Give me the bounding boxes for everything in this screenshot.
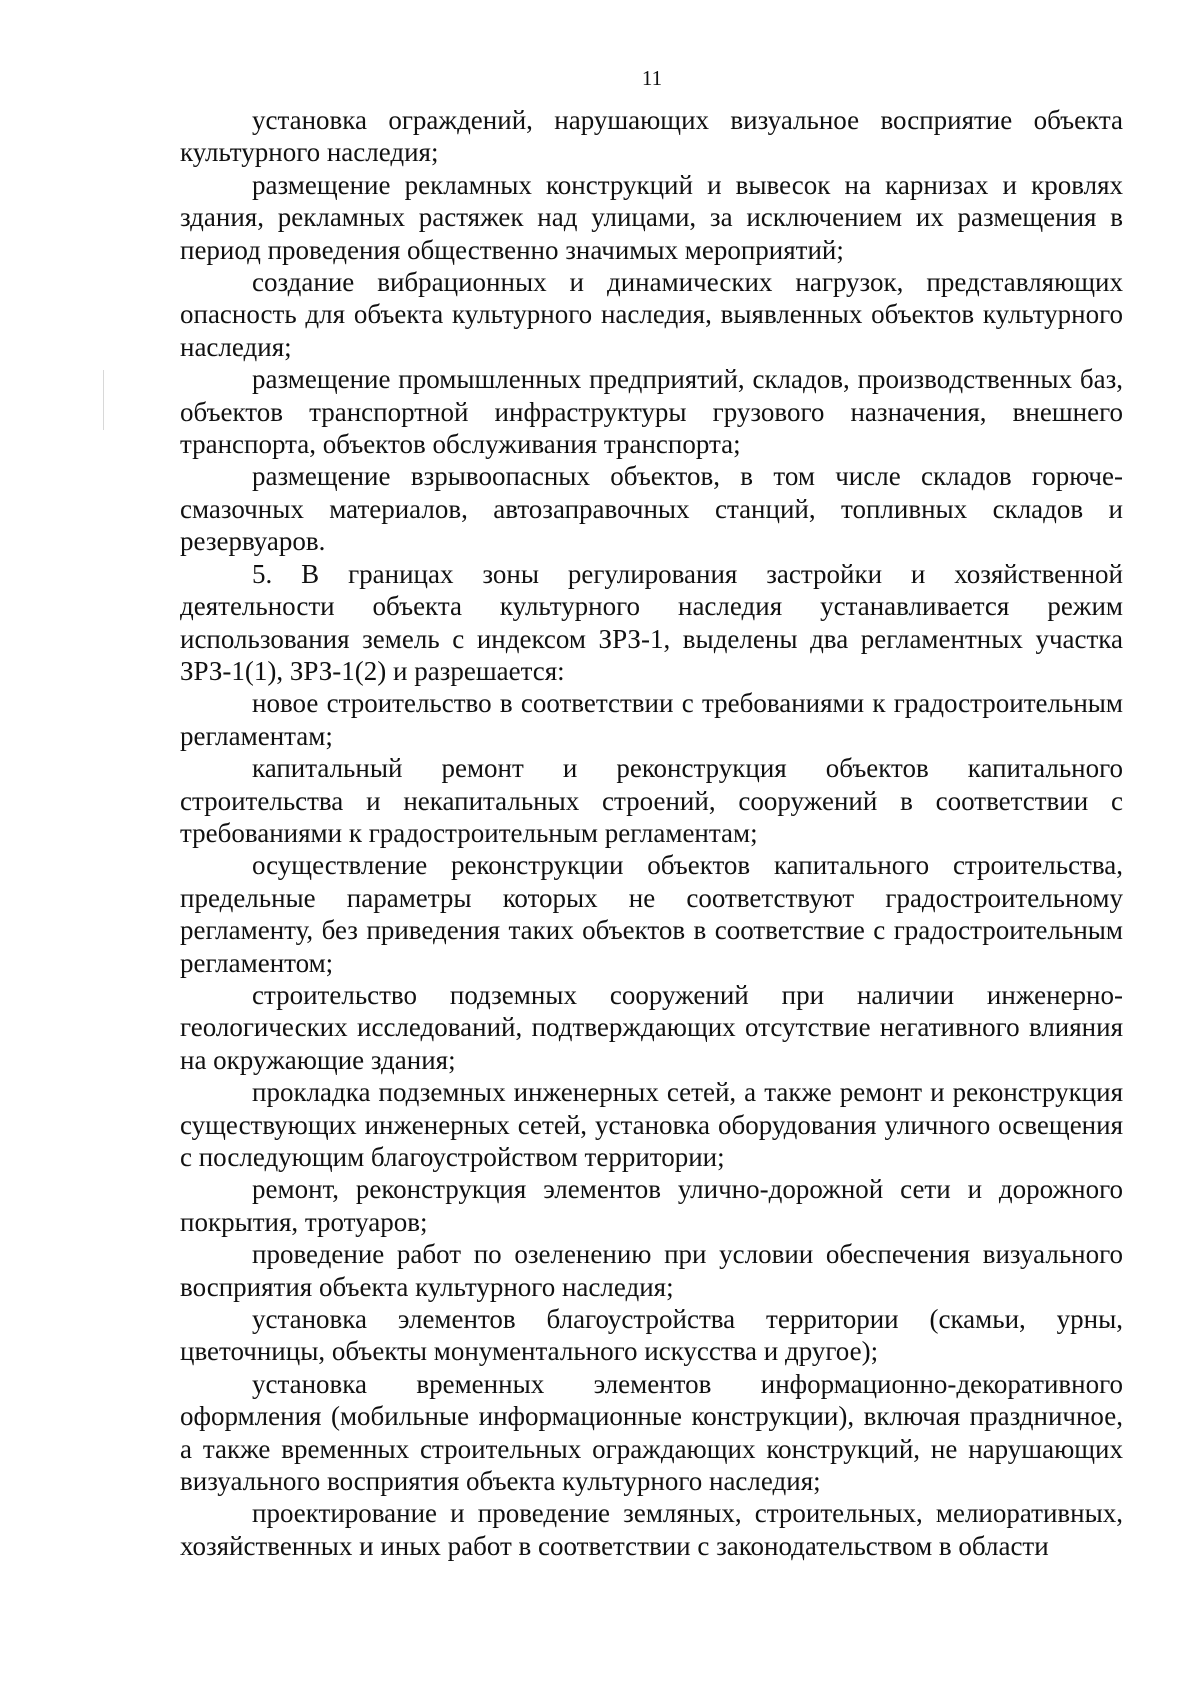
- page-number: 11: [641, 66, 663, 90]
- paragraph-temporary-elements: установка временных элементов информационно-декоративного оформления (мобильные информационные конструкции), включая праздничное, а также временных строительных ограждающих конструкций, не нарушающих визуального восприятия объекта культурного наследия;: [180, 1368, 1123, 1497]
- body-text: [180, 104, 1123, 1562]
- paragraph-design-works: проектирование и проведение земляных, строительных, мелиоративных, хозяйственных и иных работ в соответствии с законодательством в области: [180, 1498, 1123, 1561]
- paragraph-reconstruction: осуществление реконструкции объектов капитального строительства, предельные параметры которых не соответствуют градостроительному регламенту, без приведения таких объектов в соответствие с градостроительным регламентом;: [180, 850, 1123, 978]
- paragraph-new-construction: новое строительство в соответствии с требованиями к градостроительным регламентам;: [180, 688, 1123, 751]
- paragraph-engineering-networks: прокладка подземных инженерных сетей, а также ремонт и реконструкция существующих инженерных сетей, установка оборудования уличного освещения с последующим благоустройством территории;: [180, 1077, 1123, 1172]
- paragraph-improvement-elements: установка элементов благоустройства территории (скамьи, урны, цветочницы, объекты монументального искусства и другое);: [180, 1304, 1123, 1367]
- paragraph-fences: установка ограждений, нарушающих визуальное восприятие объекта культурного наследия;: [180, 105, 1123, 168]
- paragraph-vibration-loads: создание вибрационных и динамических нагрузок, представляющих опасность для объекта культурного наследия, выявленных объектов культурного наследия;: [180, 267, 1123, 362]
- paragraph-advertising: размещение рекламных конструкций и вывесок на карнизах и кровлях здания, рекламных растяжек над улицами, за исключением их размещения в период проведения общественно значимых мероприятий;: [180, 169, 1123, 265]
- paragraph-capital-repair: капитальный ремонт и реконструкция объектов капитального строительства и некапитальных строений, сооружений в соответствии с требованиями к градостроительным регламентам;: [180, 753, 1123, 848]
- paragraph-landscaping: проведение работ по озеленению при условии обеспечения визуального восприятия объекта культурного наследия;: [180, 1239, 1123, 1302]
- paragraph-explosive-objects: размещение взрывоопасных объектов, в том числе складов горюче-смазочных материалов, автозаправочных станций, топливных складов и резервуаров.: [180, 461, 1123, 557]
- paragraph-section-5: 5. В границах зоны регулирования застройки и хозяйственной деятельности объекта культурного наследия устанавливается режим использования земель с индексом ЗРЗ-1, выделены два регламентных участка ЗРЗ-1(1), ЗРЗ-1(2) и разрешается:: [180, 558, 1123, 686]
- paragraph-industrial-sites: размещение промышленных предприятий, складов, производственных баз, объектов транспортной инфраструктуры грузового назначения, внешнего транспорта, объектов обслуживания транспорта;: [180, 364, 1123, 460]
- scan-edge-mark: [103, 370, 104, 430]
- paragraph-underground-structures: строительство подземных сооружений при наличии инженерно-геологических исследований, подтверждающих отсутствие негативного влияния на окружающие здания;: [180, 979, 1123, 1075]
- paragraph-road-repair: ремонт, реконструкция элементов улично-дорожной сети и дорожного покрытия, тротуаров;: [180, 1174, 1123, 1237]
